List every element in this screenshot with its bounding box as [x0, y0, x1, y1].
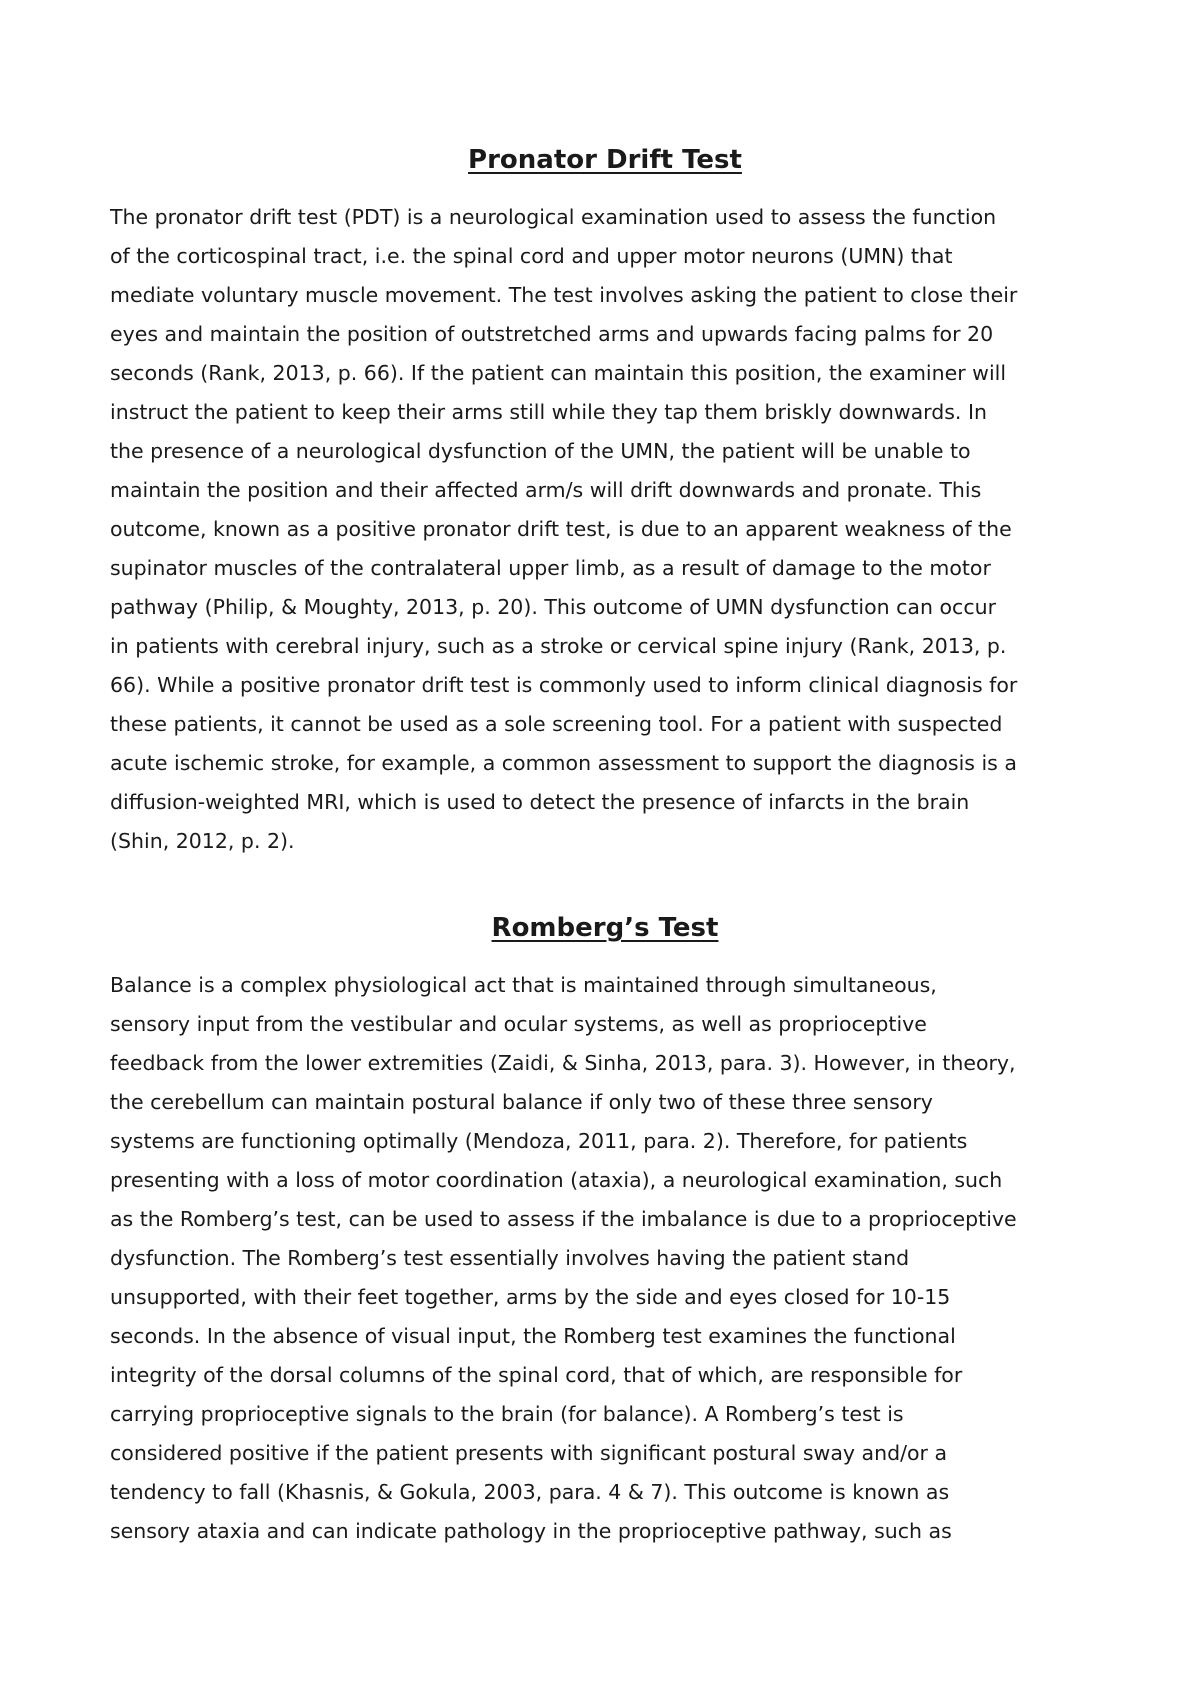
text-line: (Shin, 2012, p. 2).: [110, 829, 295, 853]
text-line: systems are functioning optimally (Mendoza, 2011, para. 2). Therefore, for patients: [110, 1129, 968, 1153]
text-line: unsupported, with their feet together, arms by the side and eyes closed for 10-15: [110, 1285, 951, 1309]
text-line: as the Romberg’s test, can be used to assess if the imbalance is due to a proprioceptive: [110, 1207, 1017, 1231]
paragraph: [110, 198, 1100, 861]
text-line: The pronator drift test (PDT) is a neurological examination used to assess the function: [110, 205, 997, 229]
text-line: mediate voluntary muscle movement. The test involves asking the patient to close their: [110, 283, 1018, 307]
text-line: sensory input from the vestibular and ocular systems, as well as proprioceptive: [110, 1012, 927, 1036]
section-pronator-drift-test: [110, 142, 1100, 861]
section-rombergs-test: [110, 910, 1100, 1551]
text-line: tendency to fall (Khasnis, & Gokula, 2003, para. 4 & 7). This outcome is known as: [110, 1480, 950, 1504]
section-heading: Romberg’s Test: [491, 913, 719, 943]
text-line: pathway (Philip, & Moughty, 2013, p. 20). This outcome of UMN dysfunction can occur: [110, 595, 997, 619]
text-line: 66). While a positive pronator drift test is commonly used to inform clinical diagnosis for: [110, 673, 1018, 697]
text-line: integrity of the dorsal columns of the spinal cord, that of which, are responsible for: [110, 1363, 963, 1387]
text-line: outcome, known as a positive pronator drift test, is due to an apparent weakness of the: [110, 517, 1012, 541]
text-line: dysfunction. The Romberg’s test essentially involves having the patient stand: [110, 1246, 910, 1270]
text-line: the presence of a neurological dysfunction of the UMN, the patient will be unable to: [110, 439, 971, 463]
text-line: in patients with cerebral injury, such as a stroke or cervical spine injury (Rank, 2013, p.: [110, 634, 1007, 658]
text-line: seconds. In the absence of visual input, the Romberg test examines the functional: [110, 1324, 956, 1348]
text-line: diffusion-weighted MRI, which is used to detect the presence of infarcts in the brain: [110, 790, 970, 814]
text-line: sensory ataxia and can indicate pathology in the proprioceptive pathway, such as: [110, 1519, 952, 1543]
text-line: supinator muscles of the contralateral upper limb, as a result of damage to the motor: [110, 556, 991, 580]
text-line: Balance is a complex physiological act that is maintained through simultaneous,: [110, 973, 937, 997]
text-line: carrying proprioceptive signals to the brain (for balance). A Romberg’s test is: [110, 1402, 904, 1426]
paragraph: [110, 966, 1100, 1551]
text-line: the cerebellum can maintain postural balance if only two of these three sensory: [110, 1090, 933, 1114]
text-line: considered positive if the patient presents with significant postural sway and/or a: [110, 1441, 948, 1465]
text-line: instruct the patient to keep their arms still while they tap them briskly downwards. In: [110, 400, 988, 424]
text-line: these patients, it cannot be used as a sole screening tool. For a patient with suspected: [110, 712, 1003, 736]
text-line: of the corticospinal tract, i.e. the spinal cord and upper motor neurons (UMN) that: [110, 244, 953, 268]
text-line: eyes and maintain the position of outstretched arms and upwards facing palms for 20: [110, 322, 994, 346]
text-line: presenting with a loss of motor coordination (ataxia), a neurological examination, such: [110, 1168, 1003, 1192]
text-line: feedback from the lower extremities (Zaidi, & Sinha, 2013, para. 3). However, in theory,: [110, 1051, 1016, 1075]
text-line: acute ischemic stroke, for example, a common assessment to support the diagnosis is a: [110, 751, 1017, 775]
text-line: seconds (Rank, 2013, p. 66). If the patient can maintain this position, the examiner will: [110, 361, 1007, 385]
section-heading: Pronator Drift Test: [468, 145, 742, 175]
text-line: maintain the position and their affected arm/s will drift downwards and pronate. This: [110, 478, 982, 502]
